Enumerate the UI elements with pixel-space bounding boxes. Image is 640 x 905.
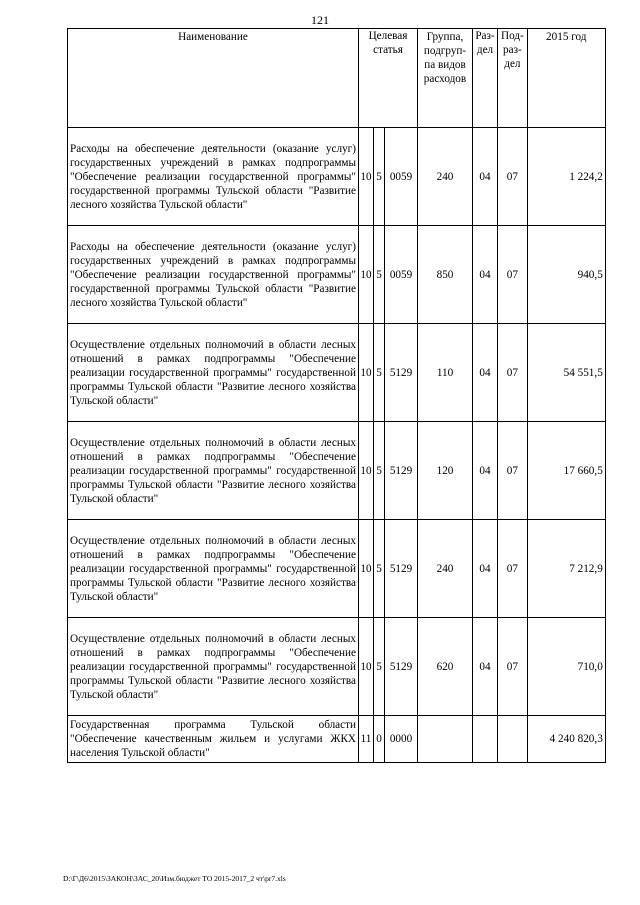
header-subsection: Под-раз-дел (498, 29, 528, 128)
row-subsection: 07 (498, 422, 528, 520)
row-code-subprogram: 5 (374, 520, 385, 618)
row-section: 04 (473, 324, 498, 422)
row-code-program: 11 (359, 716, 374, 763)
table-header-row (68, 29, 606, 128)
row-code-program: 10 (359, 520, 374, 618)
row-amount: 54 551,5 (527, 324, 605, 422)
header-section: Раз-дел (473, 29, 498, 128)
row-subsection: 07 (498, 226, 528, 324)
row-name: Расходы на обеспечение деятельности (оказание услуг) государственных учреждений в рамках подпрограммы "Обеспечение реализации государственной программы" государственной программы Тульской области "Развитие лесного хозяйства Тульской области" (68, 226, 359, 324)
budget-table (67, 28, 606, 763)
row-amount: 710,0 (527, 618, 605, 716)
file-path-footer: D:\Г\Д6\2015\ЗАКОН\ЗАС_20\Изм.бюджет ТО 2015-2017_2 чт\pr7.xls (63, 874, 286, 883)
header-target-article: Целевая статья (359, 29, 418, 128)
row-group: 240 (418, 520, 473, 618)
row-amount: 1 224,2 (527, 128, 605, 226)
page-number: 121 (311, 13, 329, 27)
row-subsection: 07 (498, 520, 528, 618)
row-name: Осуществление отдельных полномочий в области лесных отношений в рамках подпрограммы "Обеспечение реализации государственной программы" государственной программы Тульской области "Развитие лесного хозяйства Тульской области" (68, 422, 359, 520)
row-code-direction: 0000 (385, 716, 418, 763)
row-group: 110 (418, 324, 473, 422)
row-subsection: 07 (498, 128, 528, 226)
row-group: 240 (418, 128, 473, 226)
row-amount: 940,5 (527, 226, 605, 324)
row-amount: 7 212,9 (527, 520, 605, 618)
table-row (68, 422, 606, 520)
row-code-program: 10 (359, 324, 374, 422)
row-section (473, 716, 498, 763)
row-code-subprogram: 0 (374, 716, 385, 763)
row-code-subprogram: 5 (374, 618, 385, 716)
row-code-direction: 5129 (385, 422, 418, 520)
row-group (418, 716, 473, 763)
row-section: 04 (473, 128, 498, 226)
header-year: 2015 год (527, 29, 605, 128)
row-section: 04 (473, 422, 498, 520)
row-section: 04 (473, 226, 498, 324)
row-code-direction: 0059 (385, 226, 418, 324)
table-row (68, 324, 606, 422)
row-code-program: 10 (359, 128, 374, 226)
row-code-subprogram: 5 (374, 324, 385, 422)
row-subsection (498, 716, 528, 763)
row-group: 120 (418, 422, 473, 520)
row-amount: 17 660,5 (527, 422, 605, 520)
row-code-program: 10 (359, 618, 374, 716)
row-subsection: 07 (498, 324, 528, 422)
table-row (68, 520, 606, 618)
table-body (68, 128, 606, 763)
table-row (68, 128, 606, 226)
header-name: Наименование (68, 29, 359, 128)
row-name: Осуществление отдельных полномочий в области лесных отношений в рамках подпрограммы "Обеспечение реализации государственной программы" государственной программы Тульской области "Развитие лесного хозяйства Тульской области" (68, 324, 359, 422)
header-group: Группа, подгруп-па видов расходов (418, 29, 473, 128)
row-name: Расходы на обеспечение деятельности (оказание услуг) государственных учреждений в рамках подпрограммы "Обеспечение реализации государственной программы" государственной программы Тульской области "Развитие лесного хозяйства Тульской области" (68, 128, 359, 226)
row-amount: 4 240 820,3 (527, 716, 605, 763)
row-subsection: 07 (498, 618, 528, 716)
row-code-program: 10 (359, 422, 374, 520)
row-code-subprogram: 5 (374, 226, 385, 324)
row-code-direction: 5129 (385, 618, 418, 716)
table-row (68, 716, 606, 763)
row-group: 620 (418, 618, 473, 716)
row-name: Государственная программа Тульской области "Обеспечение качественным жильем и услугами ЖКХ населения Тульской области" (68, 716, 359, 763)
row-code-program: 10 (359, 226, 374, 324)
row-section: 04 (473, 520, 498, 618)
table-row (68, 618, 606, 716)
table-row (68, 226, 606, 324)
row-group: 850 (418, 226, 473, 324)
row-code-subprogram: 5 (374, 128, 385, 226)
row-section: 04 (473, 618, 498, 716)
row-name: Осуществление отдельных полномочий в области лесных отношений в рамках подпрограммы "Обеспечение реализации государственной программы" государственной программы Тульской области "Развитие лесного хозяйства Тульской области" (68, 618, 359, 716)
row-code-direction: 5129 (385, 324, 418, 422)
row-code-direction: 5129 (385, 520, 418, 618)
row-name: Осуществление отдельных полномочий в области лесных отношений в рамках подпрограммы "Обеспечение реализации государственной программы" государственной программы Тульской области "Развитие лесного хозяйства Тульской области" (68, 520, 359, 618)
row-code-direction: 0059 (385, 128, 418, 226)
row-code-subprogram: 5 (374, 422, 385, 520)
